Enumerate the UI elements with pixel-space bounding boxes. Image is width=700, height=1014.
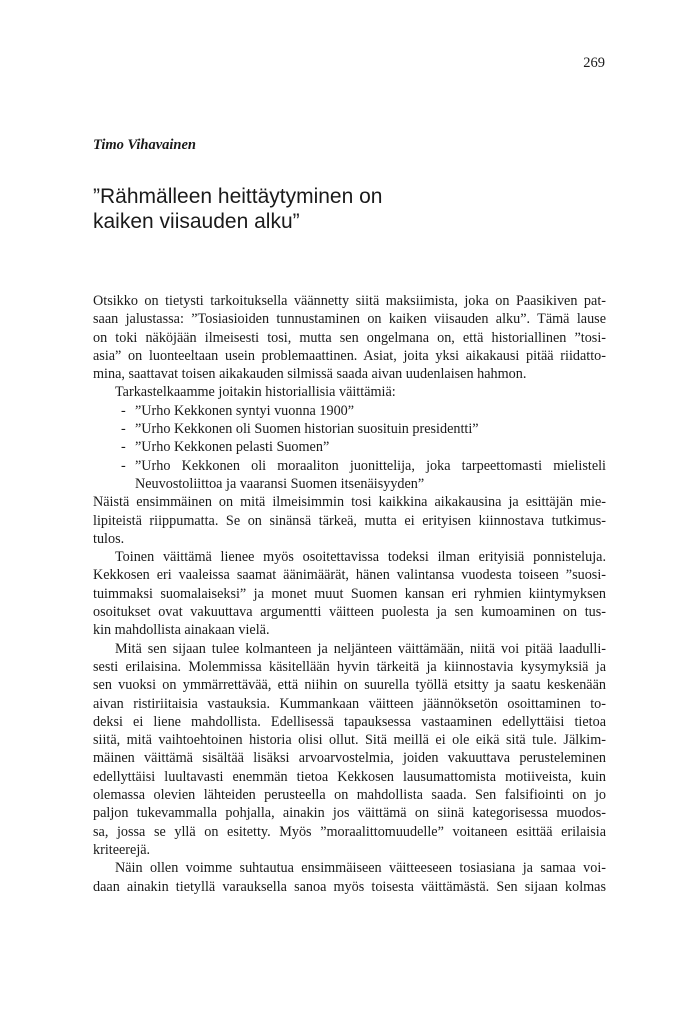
text-line: Tarkastelkaamme joitakin historiallisia väittämiä: bbox=[115, 384, 396, 401]
article-body bbox=[93, 292, 606, 896]
list-item bbox=[93, 402, 606, 420]
text-line: Näin ollen voimme suhtautua ensimmäiseen väitteeseen tosiasiana ja samaa voi- bbox=[115, 860, 606, 877]
text-line: tuimmaksi suomalaiseksi” ja monet muut Suomen kansan eri ryhmien kiintymyksen bbox=[93, 585, 606, 602]
title-line: ”Rähmälleen heittäytyminen on bbox=[93, 185, 383, 208]
text-line: Kekkosen eri vaaleissa saamat äänimäärät, hänen valintansa vuodesta toiseen ”suosi- bbox=[93, 567, 606, 584]
list-item-text: ”Urho Kekkonen syntyi vuonna 1900” bbox=[135, 402, 355, 419]
text-line: paljon tukevammalla pohjalla, ainakin jos väittämä on siinä kategorisessa muodos- bbox=[93, 805, 606, 822]
paragraph-3 bbox=[93, 493, 606, 548]
list-dash: - bbox=[121, 439, 126, 456]
text-line: kin mahdollista ainakaan vielä. bbox=[93, 622, 270, 639]
list-item-text: ”Urho Kekkonen pelasti Suomen” bbox=[135, 439, 330, 456]
text-line: asia” on luonteeltaan usein problemaattinen. Asiat, joita yksi aikakausi pitää riidatto- bbox=[93, 347, 606, 364]
text-line: osoitukset ovat vakuuttava argumentti väitteen puolesta ja sen kumoaminen on tus- bbox=[93, 604, 606, 621]
list-dash: - bbox=[121, 457, 126, 474]
text-line: lipiteistä riippumatta. Se on sinänsä tärkeä, mutta ei erityisen kiinnostava tutkimus- bbox=[93, 512, 606, 529]
paragraph-5 bbox=[93, 640, 606, 860]
list-dash: - bbox=[121, 402, 126, 419]
list-item-text: ”Urho Kekkonen oli Suomen historian suosituin presidentti” bbox=[135, 421, 479, 438]
claims-list bbox=[93, 402, 606, 493]
text-line: Otsikko on tietysti tarkoituksella väännetty siitä maksiimista, joka on Paasikiven pat- bbox=[93, 293, 606, 309]
list-dash: - bbox=[121, 421, 126, 438]
text-line: Mitä sen sijaan tulee kolmanteen ja neljänteen väittämään, niitä voi pitää laadulli- bbox=[115, 640, 606, 657]
text-line: Toinen väittämä lienee myös osoitettavissa todeksi ilman erityisiä ponnisteluja. bbox=[115, 549, 606, 566]
paragraph-2 bbox=[93, 383, 606, 401]
article-title bbox=[93, 184, 613, 234]
list-item bbox=[93, 420, 606, 438]
text-line: Näistä ensimmäinen on mitä ilmeisimmin tosi kaikkina aikakausina ja esittäjän mie- bbox=[93, 494, 606, 511]
title-line: kaiken viisauden alku” bbox=[93, 210, 300, 233]
paragraph-4 bbox=[93, 548, 606, 639]
text-line: aivan ristiriitaisia vastauksia. Kummankaan väitteen jäännöksetön osoittaminen to- bbox=[93, 695, 606, 712]
paragraph-1 bbox=[93, 292, 606, 383]
paragraph-6 bbox=[93, 859, 606, 896]
text-line: mäinen väittämä sisältää lisäksi arvoarvostelmia, joiden vakuuttava perusteleminen bbox=[93, 750, 606, 767]
list-item bbox=[93, 457, 606, 494]
text-line: mina, saattavat toisen aikakauden silmissä saada aivan uudenlaisen hahmon. bbox=[93, 366, 527, 383]
text-line: sen vuoksi on ymmärrettävää, että niihin on suurella työllä etsitty ja saatu keskenään bbox=[93, 677, 606, 694]
text-line: sesti erilaisina. Molemmissa käsitellään hyvin tärkeitä ja kiinnostavia kysymyksiä ja bbox=[93, 658, 606, 675]
text-line: saan jalustassa: ”Tosiasioiden tunnustaminen on kaiken viisauden alku”. Tämä lause bbox=[93, 311, 606, 328]
list-item bbox=[93, 438, 606, 456]
text-line: deksi ei liene mahdollista. Edellisessä tapauksessa vastaaminen edellyttäisi tietoa bbox=[93, 713, 606, 730]
text-line: kriteerejä. bbox=[93, 841, 151, 858]
page-number: 269 bbox=[583, 55, 605, 71]
text-line: siitä, mitä vaihtoehtoinen historia olisi ollut. Sitä meillä ei ole eikä sitä tule. Jälkim- bbox=[93, 732, 606, 749]
author-name: Timo Vihavainen bbox=[93, 137, 196, 153]
text-line: tulos. bbox=[93, 530, 125, 547]
text-line: sa, jossa se yllä on esitetty. Myös ”moraalittomuudelle” voitaneen esittää erilaisia bbox=[93, 823, 606, 840]
list-item-text: Neuvostoliittoa ja vaaransi Suomen itsenäisyyden” bbox=[135, 475, 425, 492]
text-line: olemassa olevien lähteiden perusteella on mahdollista saada. Sen falsifiointi on jo bbox=[93, 787, 606, 804]
list-item-text: ”Urho Kekkonen oli moraaliton juonittelija, joka tarpeettomasti mielisteli bbox=[135, 457, 606, 474]
text-line: daan ainakin tietyllä varauksella sanoa myös toisesta väittämästä. Sen sijaan kolmas bbox=[93, 878, 606, 895]
text-line: edellyttäisi luultavasti enemmän tietoa Kekkosen lausumattomista motiiveista, kuin bbox=[93, 768, 606, 785]
text-line: on toki näköjään ilmeisesti tosi, mutta sen ongelmana on, että historiallinen ”tosi- bbox=[93, 329, 606, 346]
